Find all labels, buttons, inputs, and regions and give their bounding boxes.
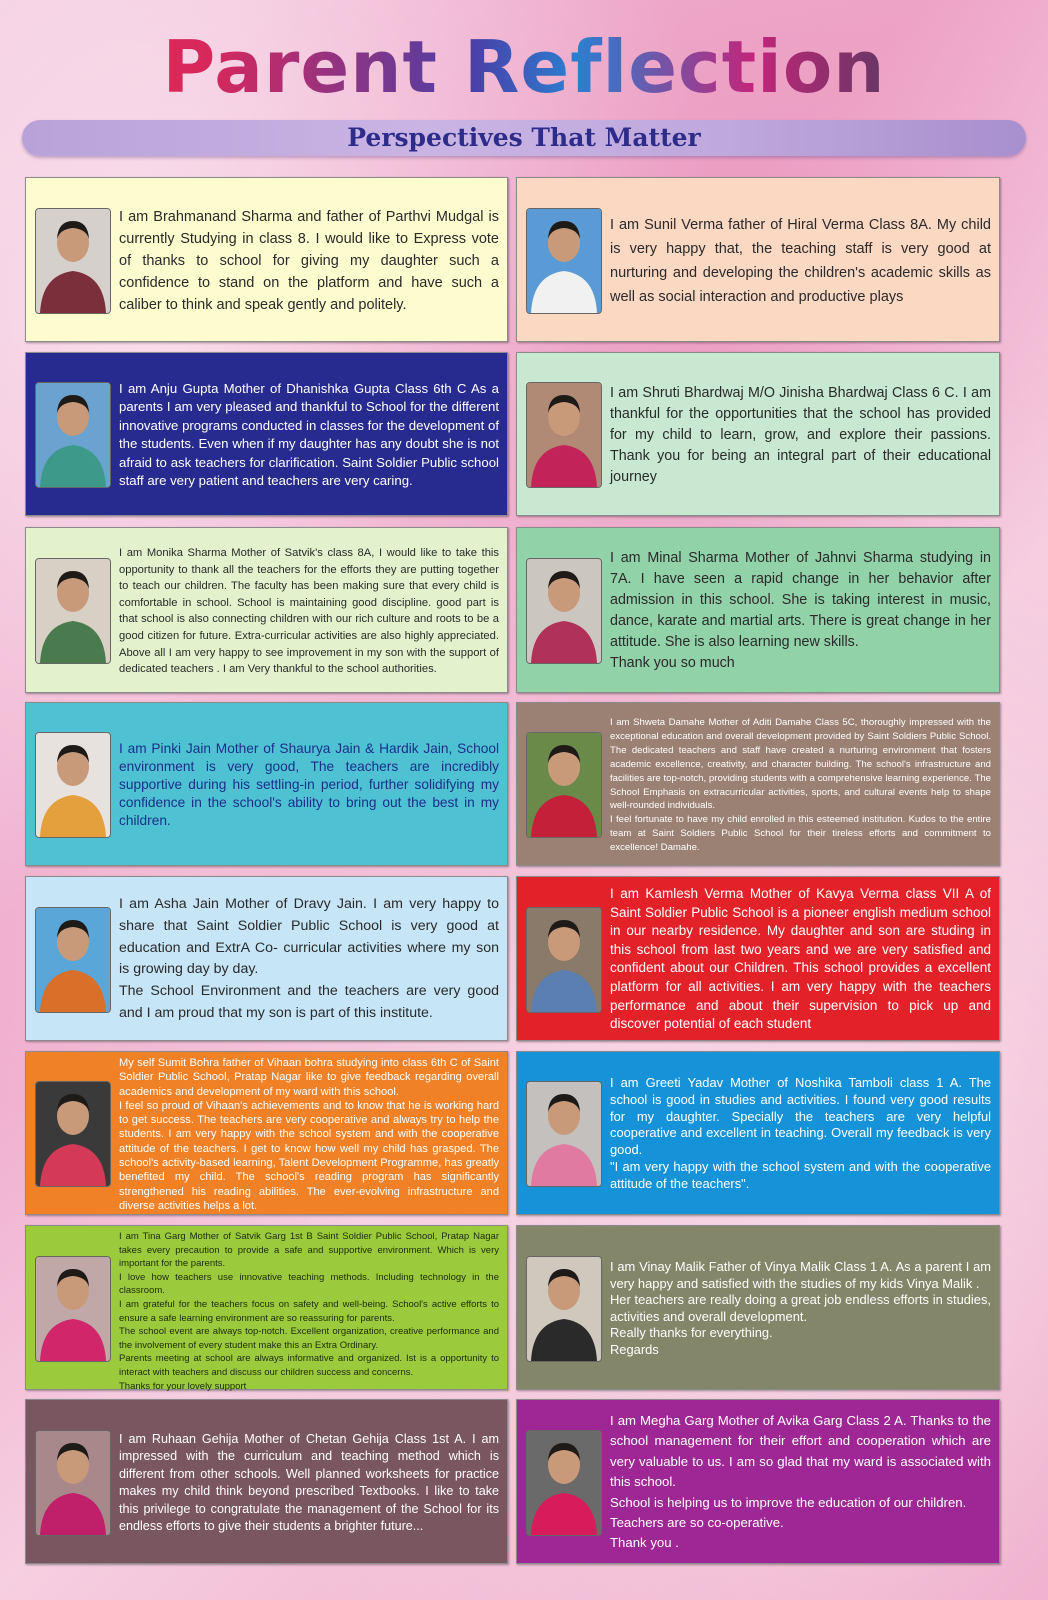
testimonial-text: I am Vinay Malik Father of Vinya Malik Class 1 A. As a parent I am very happy and satisfied with the studies of my kids Vinya Malik . Her teachers are really doing a great job endless efforts in studies, activities and overall development. Really thanks for everything. Regards — [610, 1259, 991, 1357]
testimonial-text: I am Sunil Verma father of Hiral Verma Class 8A. My child is very happy that, the teaching staff is very good at nurturing and developing the children's academic skills as well as social interaction and productive plays — [610, 217, 991, 305]
parent-photo — [35, 558, 111, 664]
testimonial-card — [25, 876, 508, 1041]
subtitle-banner — [22, 120, 1026, 156]
testimonial-card — [516, 527, 1000, 693]
testimonial-card — [516, 177, 1000, 342]
parent-photo — [35, 208, 111, 314]
testimonial-text: I am Monika Sharma Mother of Satvik's class 8A, I would like to take this opportunity to thank all the teachers for the efforts they are putting together to teach our children. The faculty has been making sure that every child is comfortable in school. School is maintaining good discipline. good part is that school is also connecting children with our rich culture and roots to be a good citizen for future. Extra-curricular activities are also highly appreciated. Above all I am very happy to see improvement in my son with the support of dedicated teachers . I am Very thankful to the school authorities. — [119, 547, 499, 676]
parent-photo — [35, 382, 111, 488]
parent-photo — [526, 907, 602, 1013]
parent-photo — [526, 558, 602, 664]
testimonial-text: My self Sumit Bohra father of Vihaan bohra studying into class 6th C of Saint Soldier Public School, Pratap Nagar like to give feedback regarding overall academics and development of my ward with this school. I feel so proud of Vihaan's achievements and to know that he is working hard to get success. The teachers are very cooperative and always try to help the students. I am very happy with the school system and with the cooperative attitude of the teachers. I get to know how well my child has grasped. The school's activity-based learning, Talent Development Programme, has greatly benefited my child. The school's reading program has significantly strengthened his reading abilities. The ever-evolving infrastructure and diverse activities helps a lot. — [119, 1057, 499, 1212]
testimonial-text: I am Shweta Damahe Mother of Aditi Damahe Class 5C, thoroughly impressed with the exceptional education and overall development provided by Saint Soldiers Public School. The dedicated teachers and staff have created a nurturing environment that fosters academic excellence, creativity, and character building. The school's infrastructure and facilities are top-notch, providing students with a comprehensive learning experience. The School Emphasis on extracurricular activities, sports, and cultural events help to shape well-rounded individuals. I feel fortunate to have my child enrolled in this esteemed institution. Kudos to the entire team at Saint Soldiers Public School for their tireless efforts and commitment to excellence! Damahe. — [610, 717, 991, 854]
parent-photo — [526, 208, 602, 314]
testimonial-text: I am Greeti Yadav Mother of Noshika Tamboli class 1 A. The school is good in studies and activities. I found very good results for my daughter. Specially the teachers are very helpful cooperative and excellent in teaching. Overall my feedback is very good. "I am very happy with the school system and with the cooperative attitude of the teachers". — [610, 1075, 991, 1191]
testimonial-card — [516, 702, 1000, 866]
page-subtitle: Perspectives That Matter — [347, 123, 701, 152]
testimonial-text: I am Pinki Jain Mother of Shaurya Jain & Hardik Jain, School environment is very good, The teachers are incredibly supportive during his settling-in period, further solidifying my confidence in the school's ability to bring out the best in my children. — [119, 741, 499, 828]
parent-photo — [526, 732, 602, 838]
testimonial-text: I am Megha Garg Mother of Avika Garg Class 2 A. Thanks to the school management for their effort and cooperation which are very valuable to us. I am so glad that my ward is associated with this school. School is helping us to improve the education of our children. Teachers are so co-operative. Thank you . — [610, 1413, 991, 1551]
testimonial-card — [25, 527, 508, 693]
testimonial-text: I am Kamlesh Verma Mother of Kavya Verma class VII A of Saint Soldier Public School is a pioneer english medium school in our nearby residence. My daughter and son are studing in this school from last two years and we are very satisfied and confident about our Children. This school provides a excellent platform for all activities. I am very happy with the teachers performance and about their supervision to pick up and discover potential of each student — [610, 886, 991, 1032]
parent-photo — [526, 1256, 602, 1362]
testimonial-card — [25, 1399, 508, 1564]
testimonial-text: I am Ruhaan Gehija Mother of Chetan Gehija Class 1st A. I am impressed with the curriculum and teaching method which is different from other schools. Well planned worksheets for practice makes my child think beyond prescribed Textbooks. I like to take this privilege to congratulate the management of the School for its endless efforts to give their students a brighter future... — [119, 1432, 499, 1534]
testimonial-text: I am Minal Sharma Mother of Jahnvi Sharma studying in 7A. I have seen a rapid change in her behavior after admission in this school. She is taking interest in music, dance, karate and martial arts. There is great change in her attitude. She is also learning new skills. Thank you so much — [610, 550, 991, 671]
parent-photo — [526, 1081, 602, 1187]
testimonial-card — [516, 352, 1000, 516]
parent-photo — [35, 907, 111, 1013]
testimonial-card — [516, 876, 1000, 1041]
testimonial-text: I am Brahmanand Sharma and father of Parthvi Mudgal is currently Studying in class 8. I would like to Express vote of thanks to school for giving my daughter such a confidence to stand on the platform and have such a caliber to think and speak gently and politely. — [119, 209, 499, 313]
parent-photo — [35, 732, 111, 838]
testimonial-card — [25, 702, 508, 866]
testimonial-card — [516, 1051, 1000, 1215]
parent-photo — [35, 1430, 111, 1536]
page-title: Parent Reflection — [0, 22, 1048, 112]
parent-photo — [35, 1081, 111, 1187]
testimonial-card — [25, 352, 508, 516]
parent-photo — [526, 1430, 602, 1536]
testimonial-card — [516, 1225, 1000, 1390]
testimonial-card — [25, 1225, 508, 1390]
testimonial-card — [25, 1051, 508, 1215]
testimonial-text: I am Asha Jain Mother of Dravy Jain. I am very happy to share that Saint Soldier Public School is very good at education and ExtrA Co- curricular activities where my son is growing day by day. The School Environment and the teachers are very good and I am proud that my son is part of this institute. — [119, 896, 499, 1021]
testimonial-text: I am Shruti Bhardwaj M/O Jinisha Bhardwaj Class 6 C. I am thankful for the opportunities that the school has provided for my child to learn, grow, and explore their passions. Thank you for being an integral part of their educational journey — [610, 385, 991, 485]
testimonial-card — [516, 1399, 1000, 1564]
parent-photo — [526, 382, 602, 488]
testimonial-text: I am Tina Garg Mother of Satvik Garg 1st B Saint Soldier Public School, Pratap Nagar takes every precaution to provide a safe and supportive environment. Which is very important for the parents. I love how teachers use innovative teaching methods. Including technology in the classroom. I am grateful for the teachers focus on safety and well-being. School's active efforts to ensure a safe learning environment are so reassuring for parents. The school event are always top-notch. Excellent organization, creative performance and the involvement of every student make this an Extra Ordinary. Parents meeting at school are always informative and organized. Ist is a opportunity to interact with teachers and discuss our children success and concerns. Thanks for your lovely support — [119, 1231, 499, 1392]
parent-photo — [35, 1256, 111, 1362]
testimonial-card — [25, 177, 508, 342]
testimonial-text: I am Anju Gupta Mother of Dhanishka Gupta Class 6th C As a parents I am very pleased and thankful to School for the different innovative programs conducted in classes for the development of the students. Even when if my daughter has any doubt she is not afraid to ask teachers for clarification. Saint Soldier Public school staff are very patient and teachers are very caring. — [119, 381, 499, 489]
